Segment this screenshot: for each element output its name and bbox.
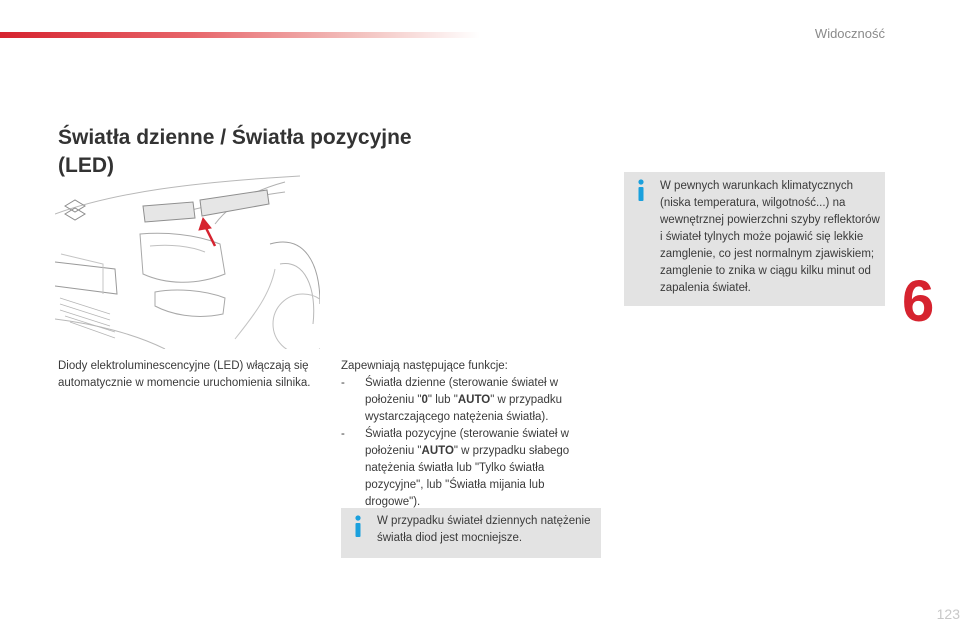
info-box-text: W pewnych warunkach klimatycznych (niska temperatura, wilgotność...) na wewnętrznej powierzchni szyby reflektorów i świateł tylnych może pojawić się lekkie zamglenie, co jest normalnym zjawiskiem; zamglenie to znika w ciągu kilku minut od zapalenia świateł. (660, 180, 880, 294)
page-title-line2: (LED) (58, 154, 114, 177)
page-number: 123 (936, 606, 960, 622)
header-accent-bar (0, 32, 480, 38)
chapter-number: 6 (902, 269, 935, 334)
function2-text-b: " w przypadku słabego natężenia światła lub "Tylko światła pozycyjne", lub "Światła mijania lub drogowe"). (365, 445, 570, 508)
list-dash: - (341, 428, 345, 440)
function2-text-a: Światła pozycyjne (sterowanie świateł w położeniu " (365, 428, 569, 457)
page-title-line1: Światła dzienne / Światła pozycyjne (58, 126, 412, 149)
functions-list (341, 358, 601, 511)
function1-text-a: Światła dzienne (sterowanie świateł w położeniu " (365, 377, 559, 406)
section-title: Widoczność (814, 26, 885, 41)
function1-text-c: " w przypadku wystarczającego natężenia światła). (365, 394, 563, 423)
info-box-text: W przypadku świateł dziennych natężenie światła diod jest mocniejsze. (377, 515, 591, 544)
function-item-position (341, 426, 601, 511)
function-item-daytime (341, 375, 601, 426)
list-dash: - (341, 377, 345, 389)
function1-value-auto: AUTO (457, 394, 491, 406)
intro-paragraph: Diody elektroluminescencyjne (LED) włączają się automatycznie w momencie uruchomienia silnika. (58, 360, 311, 389)
info-icon (351, 514, 365, 538)
info-box-daytime-intensity (341, 508, 601, 558)
info-icon (634, 178, 648, 202)
function1-value-0: 0 (421, 394, 428, 406)
page-title (58, 124, 418, 180)
function2-value-auto: AUTO (421, 445, 454, 457)
function1-text-b: " lub " (427, 394, 458, 406)
car-front-led-illustration (55, 174, 320, 349)
info-box-condensation (624, 172, 885, 306)
functions-lead: Zapewniają następujące funkcje: (341, 360, 508, 372)
